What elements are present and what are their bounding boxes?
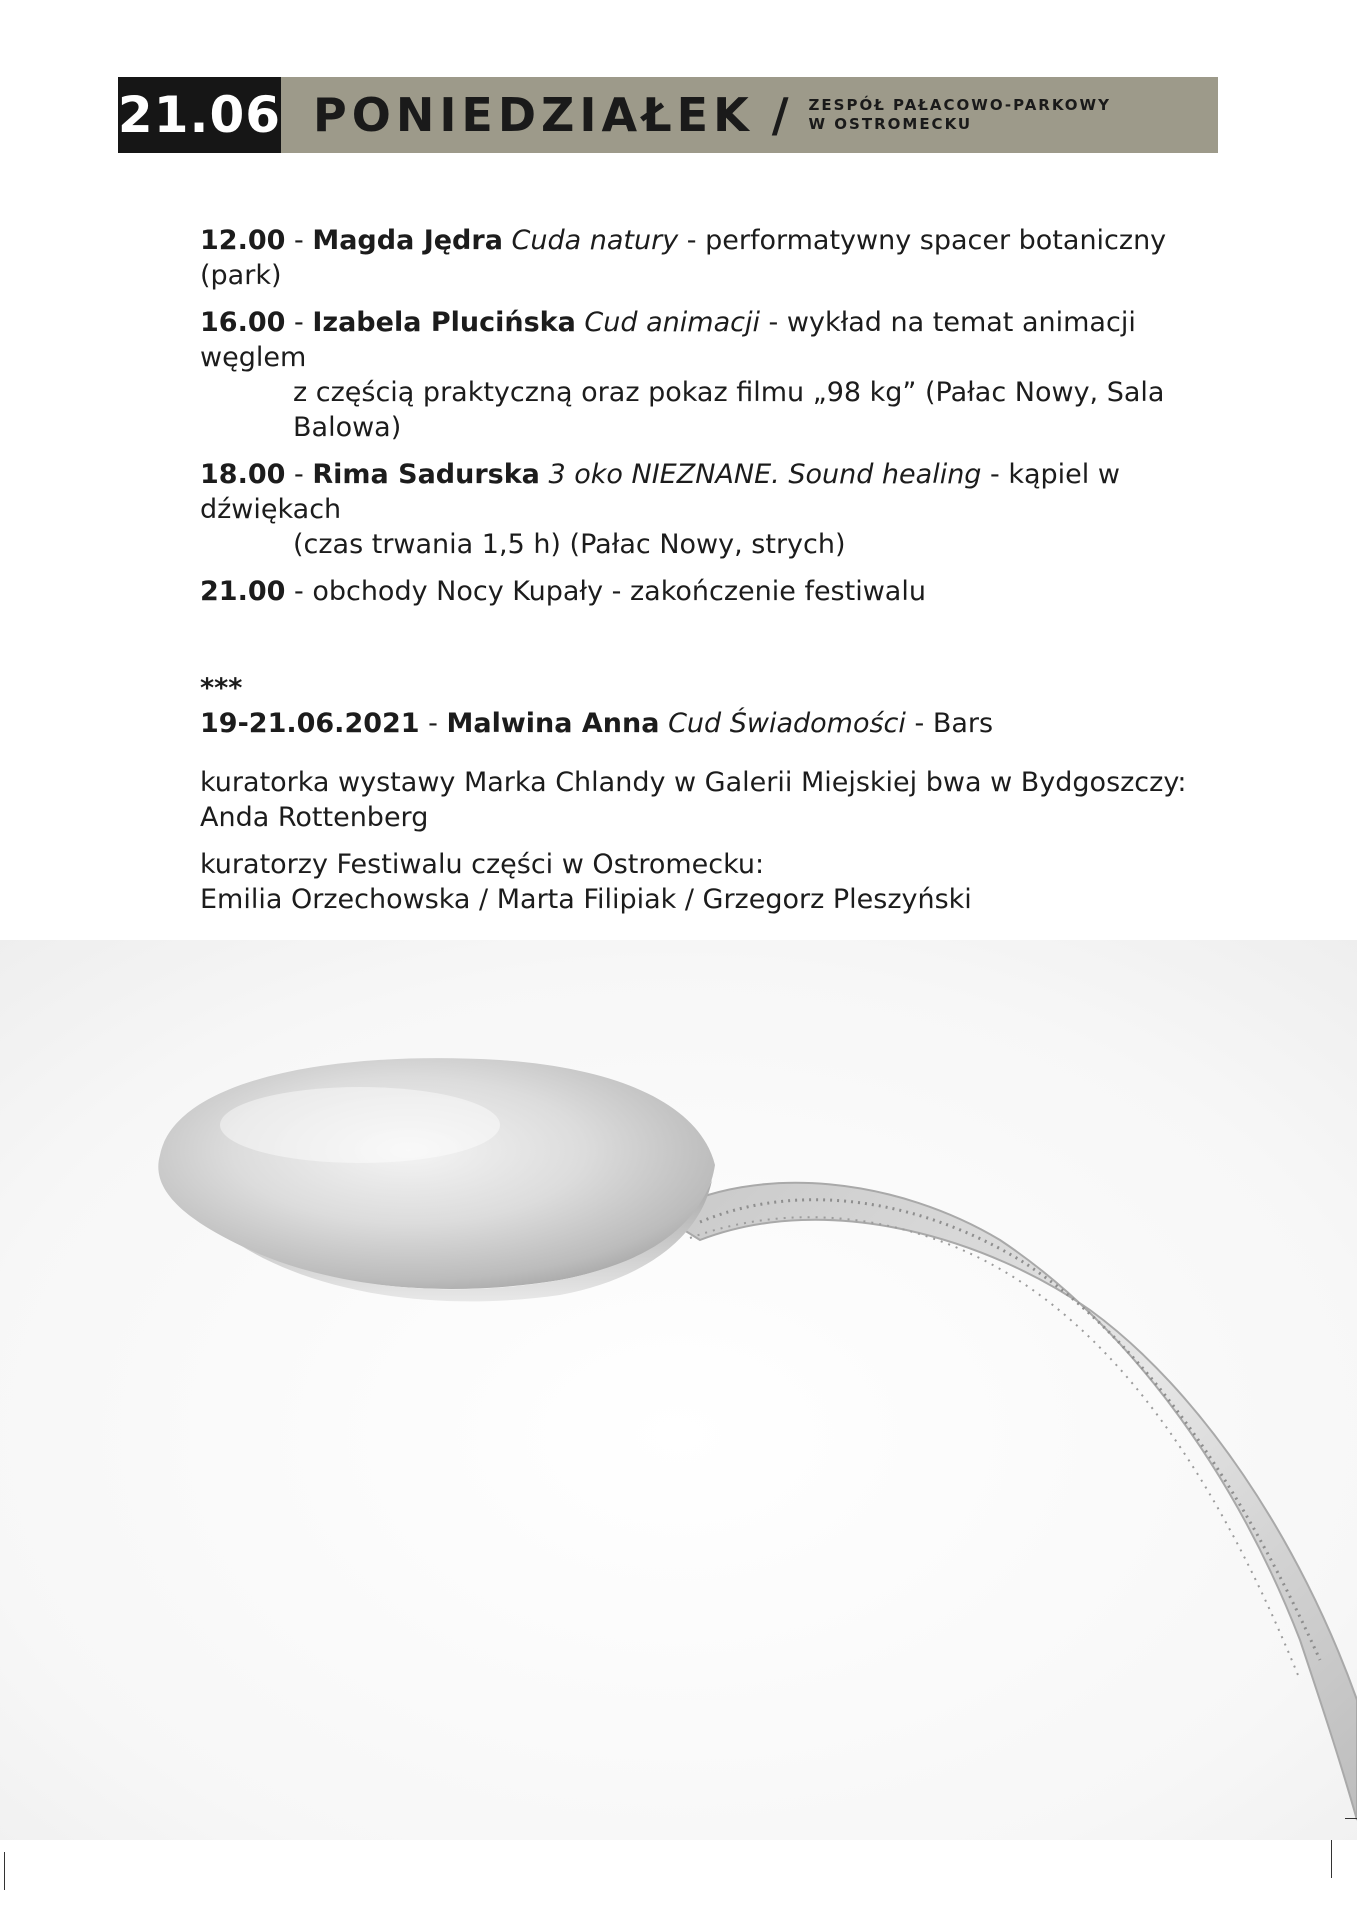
- credit-names: Emilia Orzechowska / Marta Filipiak / Grzegorz Pleszyński: [200, 884, 972, 915]
- schedule-entry-1600: [200, 305, 1250, 445]
- entry-time: 21.00: [200, 576, 286, 607]
- entry-artist: Izabela Plucińska: [312, 307, 576, 338]
- section-divider-stars: ***: [200, 673, 243, 704]
- entry-artist: Magda Jędra: [312, 225, 503, 256]
- venue-line-1: ZESPÓŁ PAŁACOWO-PARKOWY: [808, 96, 1111, 114]
- crop-mark-tick: [1345, 1818, 1357, 1819]
- entry-title: Cud animacji: [584, 307, 760, 338]
- exhibition-artist: Malwina Anna: [446, 708, 660, 739]
- schedule-entry-1200: [200, 223, 1250, 293]
- entry-description: - performatywny spacer botaniczny (park): [200, 225, 1167, 291]
- exhibition-title: Cud Świadomości: [668, 708, 906, 739]
- entry-time: 12.00: [200, 225, 286, 256]
- entry-time: 16.00: [200, 307, 286, 338]
- entry-title: 3 oko NIEZNANE. Sound healing: [548, 459, 982, 490]
- photo-background: [0, 940, 1357, 1840]
- credit-curator-bwa: [200, 765, 1250, 835]
- venue-line-2: W OSTROMECKU: [808, 115, 973, 133]
- entry-dash: -: [285, 459, 313, 490]
- spoon-photo: [0, 940, 1357, 1840]
- crop-mark-left: [4, 1852, 5, 1890]
- entry-dash: -: [285, 225, 313, 256]
- entry-description: - wykład na temat animacji węglem: [200, 307, 1136, 373]
- entry-continuation: (czas trwania 1,5 h) (Pałac Nowy, strych): [293, 529, 846, 560]
- schedule-entry-2100: [200, 574, 1250, 609]
- entry-dash: -: [285, 307, 313, 338]
- exhibition-place: - Bars: [905, 708, 994, 739]
- entry-title: Cuda natury: [511, 225, 679, 256]
- entry-time: 18.00: [200, 459, 286, 490]
- date-badge: 21.06: [118, 77, 281, 153]
- exhibition-entry: [200, 706, 1250, 741]
- program-content: [200, 223, 1250, 917]
- credit-role: kuratorzy Festiwalu części w Ostromecku:: [200, 849, 765, 880]
- day-title: PONIEDZIAŁEK: [313, 88, 754, 142]
- exhibition-dash: -: [419, 708, 447, 739]
- header-separator: /: [771, 88, 789, 142]
- entry-continuation: z częścią praktyczną oraz pokaz filmu „98 kg” (Pałac Nowy, Sala Balowa): [293, 377, 1165, 443]
- bowl-highlight: [220, 1087, 500, 1163]
- exhibition-dates: 19-21.06.2021: [200, 708, 420, 739]
- entry-description: - obchody Nocy Kupały - zakończenie festiwalu: [285, 576, 926, 607]
- entry-artist: Rima Sadurska: [312, 459, 540, 490]
- credit-names: Anda Rottenberg: [200, 802, 429, 833]
- crop-mark-right: [1331, 1840, 1332, 1878]
- schedule-entry-1800: [200, 457, 1250, 562]
- day-header: [118, 77, 1218, 153]
- entry-description: - kąpiel w dźwiękach: [200, 459, 1120, 525]
- venue-label: [809, 96, 1111, 134]
- credit-curators-festival: [200, 847, 1250, 917]
- credit-role: kuratorka wystawy Marka Chlandy w Galerii Miejskiej bwa w Bydgoszczy:: [200, 767, 1187, 798]
